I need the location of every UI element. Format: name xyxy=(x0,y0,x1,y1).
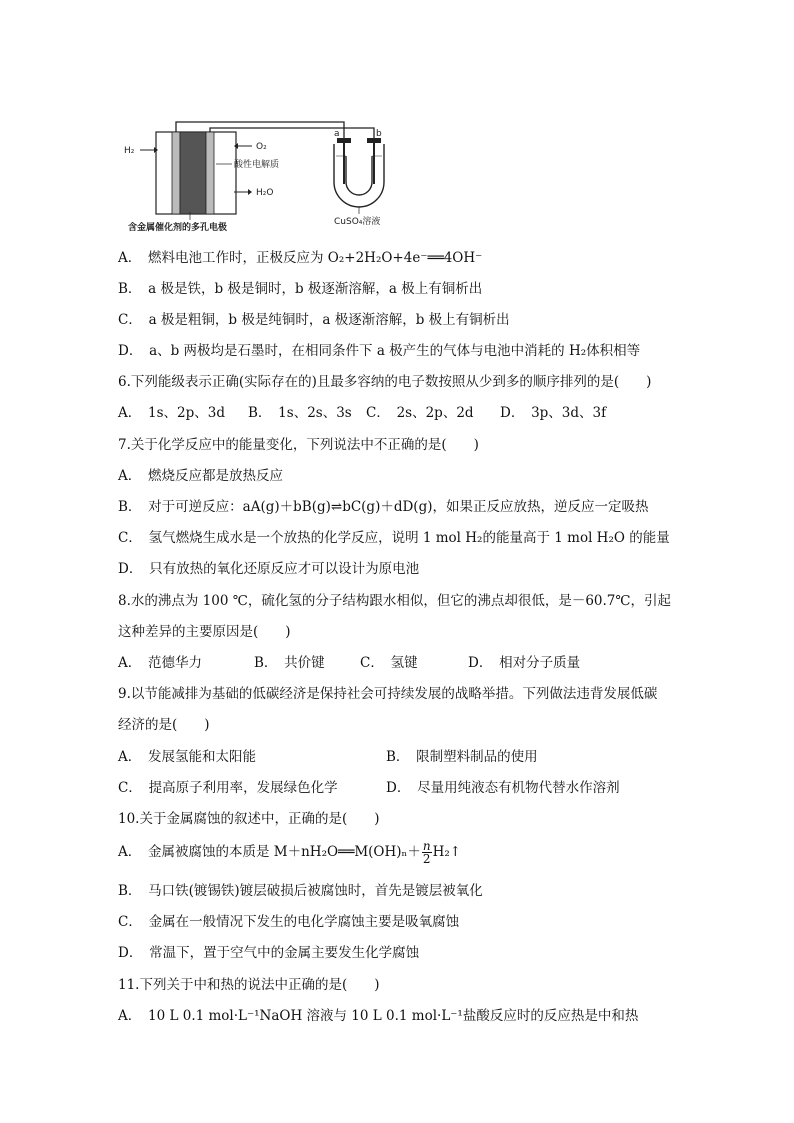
q8-options xyxy=(118,654,580,672)
q9-options-row1 xyxy=(118,748,538,766)
q11-stem: 11.下列关于中和热的说法中正确的是( ) xyxy=(118,977,380,993)
q8-option-c: C． 氢键 xyxy=(360,655,418,671)
electrolyte-label: 酸性电解质 xyxy=(234,160,280,170)
solution-label: CuSO₄溶液 xyxy=(334,217,381,227)
o2-label: O₂ xyxy=(256,142,267,152)
q10-option-a-tail: H₂↑ xyxy=(432,844,462,860)
q5-option-c: C． a 极是粗铜，b 极是纯铜时，a 极逐渐溶解，b 极上有铜析出 xyxy=(118,312,510,328)
q11-option-a: A． 10 L 0.1 mol·L⁻¹NaOH 溶液与 10 L 0.1 mol·L⁻¹盐酸反应时的反应热是中和热 xyxy=(118,1008,639,1024)
electrode-right xyxy=(206,132,214,214)
fraction xyxy=(422,840,432,865)
q9-option-c: C． 提高原子利用率，发展绿色化学 xyxy=(118,780,338,796)
q10-option-b: B． 马口铁(镀锡铁)镀层破损后被腐蚀时，首先是镀层被氧化 xyxy=(118,883,483,899)
q7-option-c: C． 氢气燃烧生成水是一个放热的化学反应，说明 1 mol H₂的能量高于 1 mol H₂O 的能量 xyxy=(118,530,670,546)
q8-stem-line1: 8.水的沸点为 100 ℃，硫化氢的分子结构跟水相似，但它的沸点却很低，是－60.7℃，引起 xyxy=(118,593,671,609)
q10-stem: 10.关于金属腐蚀的叙述中，正确的是( ) xyxy=(118,811,380,827)
q10-option-d: D． 常温下，置于空气中的金属主要发生化学腐蚀 xyxy=(118,945,420,961)
q7-stem: 7.关于化学反应中的能量变化，下列说法中不正确的是( ) xyxy=(118,437,479,453)
q9-option-b: B． 限制塑料制品的使用 xyxy=(386,749,538,765)
q6-option-a: A． 1s、2p、3d xyxy=(118,405,225,421)
q10-option-c: C． 金属在一般情况下发生的电化学腐蚀主要是吸氧腐蚀 xyxy=(118,914,460,930)
q10-option-a-text: A． 金属被腐蚀的本质是 M＋nH₂O══M(OH)ₙ＋ xyxy=(118,844,421,860)
q5-option-a: A． 燃料电池工作时，正极反应为 O₂+2H₂O+4e⁻══4OH⁻ xyxy=(118,250,483,266)
q9-stem-line2: 经济的是( ) xyxy=(118,717,210,733)
electrode-b-label: b xyxy=(376,129,382,139)
q8-option-a: A． 范德华力 xyxy=(118,655,202,671)
cell-diagram-svg xyxy=(118,104,398,238)
q9-stem-line1: 9.以节能减排为基础的低碳经济是保持社会可持续发展的战略举措。下列做法违背发展低碳 xyxy=(118,686,658,702)
q6-option-c: C． 2s、2p、2d xyxy=(366,405,474,421)
cell-diagram xyxy=(118,104,398,238)
q7-option-a: A． 燃烧反应都是放热反应 xyxy=(118,468,283,484)
electrolyte-block xyxy=(180,132,206,214)
u-tube-inner xyxy=(346,156,372,195)
fraction-denominator: 2 xyxy=(422,852,431,866)
q7-option-b: B． 对于可逆反应：aA(g)＋bB(g)⇌bC(g)＋dD(g)，如果正反应放热，逆反应一定吸热 xyxy=(118,499,649,515)
q7-option-d: D． 只有放热的氧化还原反应才可以设计为原电池 xyxy=(118,561,420,577)
fraction-numerator: n xyxy=(422,839,431,853)
h2o-label: H₂O xyxy=(256,188,274,198)
q10-option-a xyxy=(118,840,461,865)
q5-option-d: D． a、b 两极均是石墨时，在相同条件下 a 极产生的气体与电池中消耗的 H₂体积相等 xyxy=(118,343,641,359)
u-tube-outer xyxy=(334,144,384,207)
q9-option-d: D． 尽量用纯液态有机物代替水作溶剂 xyxy=(386,780,620,796)
h2-label: H₂ xyxy=(124,146,135,156)
q9-options-row2 xyxy=(118,779,620,797)
q8-stem-line2: 这种差异的主要原因是( ) xyxy=(118,624,291,640)
h2o-arrowhead xyxy=(248,189,252,195)
q6-stem: 6.下列能级表示正确(实际存在的)且最多容纳的电子数按照从少到多的顺序排列的是( ) xyxy=(118,374,652,390)
q9-option-a: A． 发展氢能和太阳能 xyxy=(118,749,256,765)
electrode-a-label: a xyxy=(334,129,340,139)
electrode-label: 含金属催化剂的多孔电极 xyxy=(128,223,228,233)
q8-option-d: D． 相对分子质量 xyxy=(468,655,581,671)
q6-option-b: B． 1s、2s、3s xyxy=(248,405,352,421)
q5-option-b: B． a 极是铁，b 极是铜时，b 极逐渐溶解，a 极上有铜析出 xyxy=(118,281,483,297)
q8-option-b: B． 共价键 xyxy=(254,655,325,671)
electrode-left xyxy=(172,132,180,214)
q6-options xyxy=(118,404,606,422)
q6-option-d: D． 3p、3d、3f xyxy=(500,405,607,421)
